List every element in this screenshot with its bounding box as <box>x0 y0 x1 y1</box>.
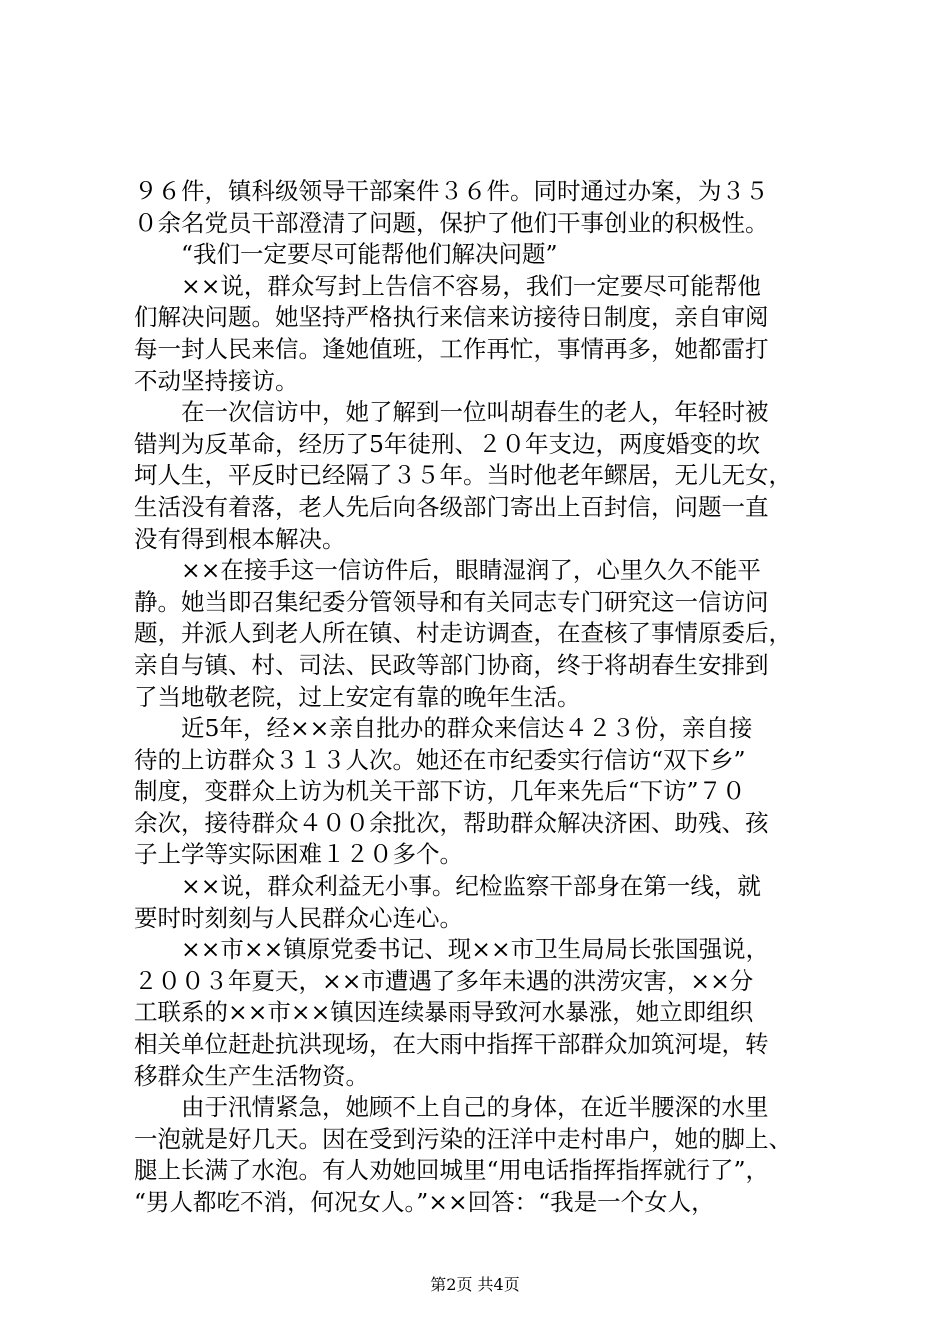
text-line: ××说，群众写封上告信不容易，我们一定要尽可能帮他 <box>181 271 761 300</box>
text-line: 题，并派人到老人所在镇、村走访调查，在查核了事情原委后， <box>134 619 792 648</box>
text-line: ９６件，镇科级领导干部案件３６件。同时通过办案，为３５ <box>134 177 769 205</box>
text-line: 错判为反革命，经历了5年徒刑、２０年支边，两度婚变的坎 <box>134 429 760 458</box>
text-line: 相关单位赶赴抗洪现场，在大雨中指挥干部群众加筑河堤，转 <box>134 1030 769 1059</box>
page-footer: 第2页 共4页 <box>430 1275 520 1294</box>
text-line: 待的上访群众３１３人次。她还在市纪委实行信访“双下乡” <box>134 745 746 774</box>
document-body <box>134 176 834 1219</box>
text-line: 腿上长满了水泡。有人劝她回城里“用电话指挥指挥就行了”， <box>134 1156 770 1185</box>
text-line: 生活没有着落，老人先后向各级部门寄出上百封信，问题一直 <box>134 492 769 521</box>
text-line: 坷人生，平反时已经隔了３５年。当时他老年鳏居，无儿无女， <box>134 461 792 490</box>
paragraph <box>134 1092 834 1218</box>
paragraph <box>134 176 834 239</box>
text-line: ××说，群众利益无小事。纪检监察干部身在第一线，就 <box>181 872 761 901</box>
text-line: ２００３年夏天，××市遭遇了多年未遇的洪涝灾害，××分 <box>134 966 754 995</box>
text-line: 不动坚持接访。 <box>134 366 299 395</box>
text-line: 一泡就是好几天。因在受到污染的汪洋中走村串户，她的脚上、 <box>134 1124 792 1153</box>
text-line: 由于汛情紧急，她顾不上自己的身体，在近半腰深的水里 <box>181 1093 769 1122</box>
text-line: 要时时刻刻与人民群众心连心。 <box>134 903 463 932</box>
paragraph <box>134 239 834 271</box>
paragraph <box>134 713 834 871</box>
text-line: ０余名党员干部澄清了问题，保护了他们干事创业的积极性。 <box>134 208 769 237</box>
text-line: ××在接手这一信访件后，眼睛湿润了，心里久久不能平 <box>181 556 761 585</box>
paragraph <box>134 271 834 397</box>
paragraph <box>134 934 834 1092</box>
paragraph <box>134 555 834 713</box>
text-line: 静。她当即召集纪委分管领导和有关同志专门研究这一信访问 <box>134 587 769 616</box>
text-line: 余次，接待群众４００余批次，帮助群众解决济困、助残、孩 <box>134 808 769 837</box>
text-line: 每一封人民来信。逢她值班，工作再忙，事情再多，她都雷打 <box>134 334 769 363</box>
text-line: “我们一定要尽可能帮他们解决问题” <box>181 240 558 269</box>
text-line: 没有得到根本解决。 <box>134 524 346 553</box>
text-line: 移群众生产生活物资。 <box>134 1061 369 1090</box>
paragraph <box>134 397 834 555</box>
text-line: 制度，变群众上访为机关干部下访，几年来先后“下访”７０ <box>134 777 746 806</box>
text-line: “男人都吃不消，何况女人。”××回答：“我是一个女人， <box>134 1188 715 1216</box>
text-line: 近5年，经××亲自批办的群众来信达４２３份，亲自接 <box>181 714 753 743</box>
text-line: 子上学等实际困难１２０多个。 <box>134 840 463 869</box>
text-line: 工联系的××市××镇因连续暴雨导致河水暴涨，她立即组织 <box>134 998 754 1027</box>
text-line: ××市××镇原党委书记、现××市卫生局局长张国强说， <box>181 935 770 964</box>
text-line: 们解决问题。她坚持严格执行来信来访接待日制度，亲自审阅 <box>134 303 769 332</box>
text-line: 在一次信访中，她了解到一位叫胡春生的老人，年轻时被 <box>181 398 769 427</box>
text-line: 亲自与镇、村、司法、民政等部门协商，终于将胡春生安排到 <box>134 650 769 679</box>
text-line: 了当地敬老院，过上安定有靠的晚年生活。 <box>134 682 581 711</box>
paragraph <box>134 871 834 934</box>
